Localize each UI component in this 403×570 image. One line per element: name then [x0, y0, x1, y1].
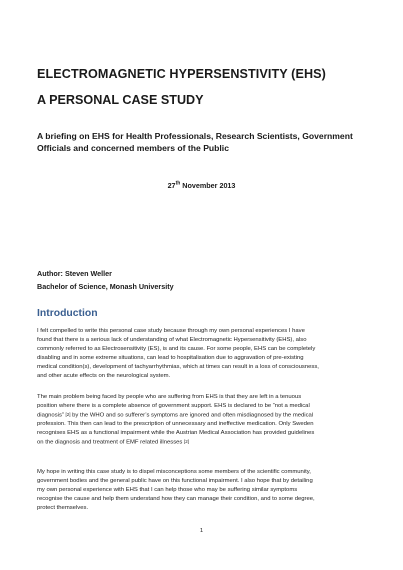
document-subtitle: A PERSONAL CASE STUDY	[37, 93, 204, 107]
paragraph-1	[37, 327, 367, 380]
document-title: ELECTROMAGNETIC HYPERSENSTIVITY (EHS)	[37, 67, 326, 81]
date-rest: November 2013	[180, 181, 236, 190]
paragraph-line: profession. This then can lead to the prescription of unnecessary and ineffective medication. Only Sweden	[37, 421, 314, 428]
date-day: 27	[167, 181, 176, 190]
author-block	[37, 267, 367, 293]
paragraph-line: and other acute effects on the neurological system.	[37, 372, 171, 379]
page-number: 1	[199, 528, 204, 534]
author-name: Author: Steven Weller	[37, 269, 112, 278]
paragraph-line: my own personal experience with EHS that I can help those who may be suffering similar symptoms	[37, 486, 298, 493]
paragraph-line: recognise the cause and help them understand how they can manage their condition, and to some degree,	[37, 495, 315, 502]
section-heading-introduction: Introduction	[37, 308, 98, 319]
paragraph-line: protect themselves.	[37, 504, 89, 511]
paragraph-line	[37, 438, 367, 447]
paragraph-text: diagnosis”	[37, 412, 64, 419]
briefing-text	[37, 130, 367, 154]
paragraph-line: medical condition(s), development of tachyarrhythmias, which at times can result in a loss of consciousness,	[37, 363, 319, 370]
paragraph-line: My hope in writing this case study is to dispel misconceptions some members of the scientific community,	[37, 469, 311, 475]
paragraph-text: on the diagnosis and treatment of EMF related illnesses	[37, 439, 183, 446]
citation-ref: [2]	[65, 411, 71, 417]
date-suffix: th	[175, 180, 181, 187]
paragraph-2	[37, 393, 367, 447]
paragraph-text: by the WHO and so sufferer’s symptoms are ignored and often misdiagnosed by the medical	[72, 412, 314, 419]
paragraph-line: disabling and in some extreme situations, can lead to hospitalisation due to aggravation of pre-existing	[37, 354, 304, 361]
paragraph-line: commonly referred to as Electrosensitivity (ES), is and its cause. For some people, EHS can be completely	[37, 345, 316, 352]
paragraph-line: government bodies and the general public have on this functional impairment. I also hope that by detailing	[37, 477, 313, 484]
paragraph-line: recognises EHS as a functional impairment while the Austrian Medical Association has provided guidelines	[37, 430, 315, 437]
document-date	[0, 181, 403, 190]
paragraph-3	[37, 468, 367, 513]
paragraph-line: position where there is a complete absence of government support. EHS is declared to be “not a medical	[37, 402, 310, 409]
briefing-line: A briefing on EHS for Health Professionals, Research Scientists, Government	[37, 131, 353, 141]
paragraph-line: I felt compelled to write this personal case study because through my own personal experiences I have	[37, 328, 305, 334]
paragraph-line: The main problem being faced by people who are suffering from EHS is that they are left in a tenuous	[37, 394, 302, 400]
paragraph-line	[37, 411, 367, 420]
citation-ref: [2]	[184, 439, 190, 445]
briefing-line: Officials and concerned members of the Public	[37, 143, 229, 153]
author-credentials: Bachelor of Science, Monash University	[37, 282, 174, 291]
paragraph-line: found that there is a serious lack of understanding of what Electromagnetic Hypersensitivity (EHS), also	[37, 336, 307, 343]
